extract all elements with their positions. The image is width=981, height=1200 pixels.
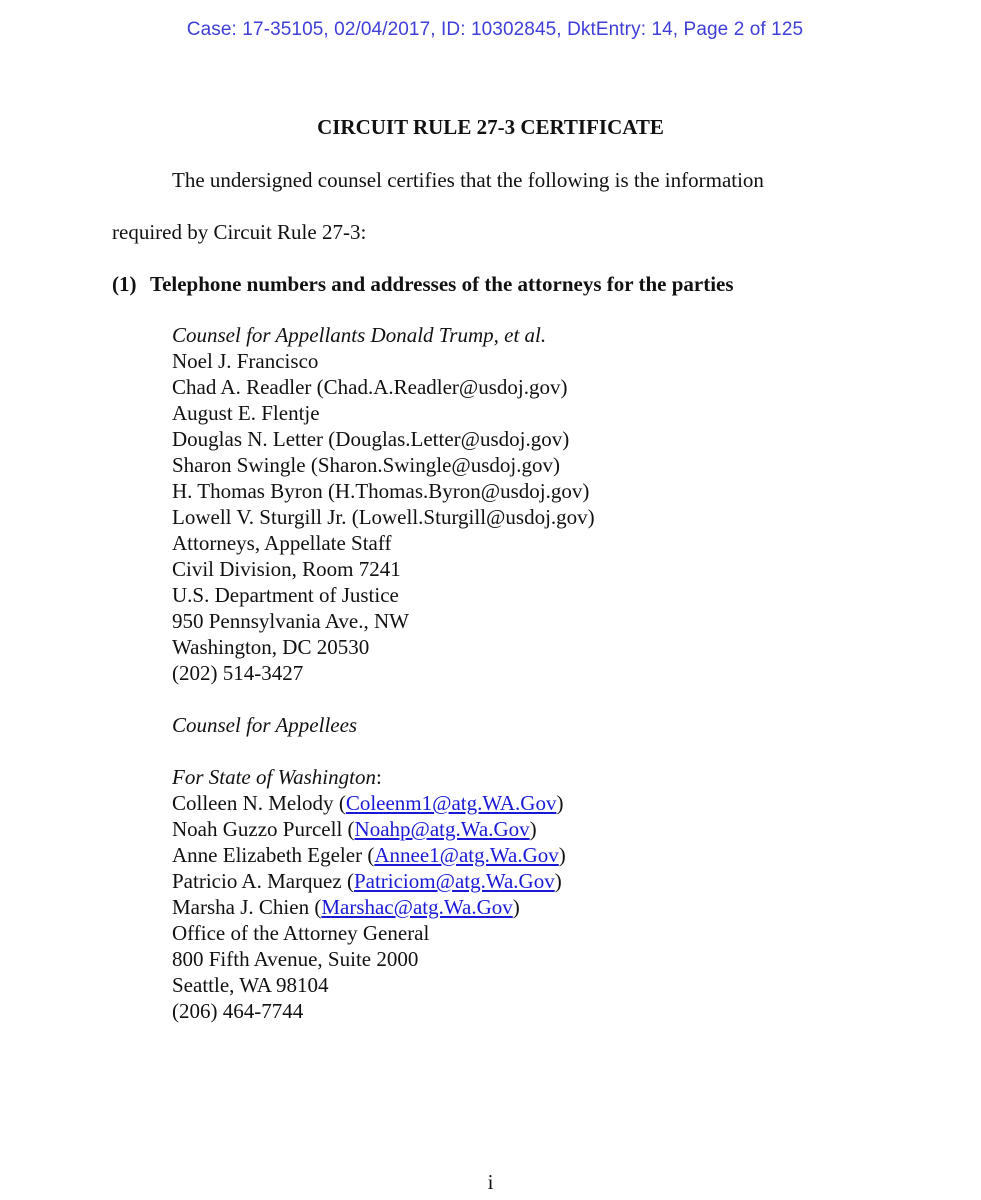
washington-attorney-line: Patricio A. Marquez (Patriciom@atg.Wa.Gov) (172, 869, 562, 893)
washington-label-colon: : (375, 765, 382, 789)
attorney-name: Marsha J. Chien (172, 895, 310, 919)
appellants-line: Attorneys, Appellate Staff (172, 531, 392, 555)
attorney-name: Noah Guzzo Purcell (172, 817, 343, 841)
appellants-line: August E. Flentje (172, 401, 320, 425)
appellees-counsel-block (172, 712, 357, 738)
washington-attorney-line: Marsha J. Chien (Marshac@atg.Wa.Gov) (172, 895, 520, 919)
appellants-line: 950 Pennsylvania Ave., NW (172, 609, 409, 633)
washington-address-line: Office of the Attorney General (172, 921, 430, 945)
washington-attorney-line: Noah Guzzo Purcell (Noahp@atg.Wa.Gov) (172, 817, 537, 841)
washington-counsel-block (172, 764, 566, 1024)
washington-address-line: 800 Fifth Avenue, Suite 2000 (172, 947, 419, 971)
appellants-counsel-block (172, 322, 595, 686)
attorney-name: Patricio A. Marquez (172, 869, 342, 893)
intro-line-2: required by Circuit Rule 27-3: (112, 220, 367, 244)
washington-attorney-line: Colleen N. Melody (Coleenm1@atg.WA.Gov) (172, 791, 564, 815)
attorney-name: Colleen N. Melody (172, 791, 334, 815)
appellants-line: (202) 514-3427 (172, 661, 304, 685)
appellants-line: H. Thomas Byron (H.Thomas.Byron@usdoj.gov) (172, 479, 590, 503)
section-1-heading (112, 272, 734, 297)
page-number: i (487, 1170, 494, 1194)
washington-address-line: Seattle, WA 98104 (172, 973, 329, 997)
docket-header: Case: 17-35105, 02/04/2017, ID: 10302845, DktEntry: 14, Page 2 of 125 (186, 19, 804, 40)
appellants-line: Washington, DC 20530 (172, 635, 370, 659)
intro-line-1: The undersigned counsel certifies that the following is the information (172, 168, 764, 192)
appellants-line: Douglas N. Letter (Douglas.Letter@usdoj.gov) (172, 427, 570, 451)
appellants-line: Lowell V. Sturgill Jr. (Lowell.Sturgill@usdoj.gov) (172, 505, 595, 529)
attorney-name: Anne Elizabeth Egeler (172, 843, 363, 867)
appellants-line: Noel J. Francisco (172, 349, 319, 373)
appellants-line: Sharon Swingle (Sharon.Swingle@usdoj.gov) (172, 453, 560, 477)
appellants-line: Chad A. Readler (Chad.A.Readler@usdoj.gov) (172, 375, 568, 399)
washington-attorney-line: Anne Elizabeth Egeler (Annee1@atg.Wa.Gov) (172, 843, 566, 867)
appellants-label: Counsel for Appellants Donald Trump, et al. (172, 323, 547, 347)
section-1-number: (1) (112, 272, 137, 296)
appellants-line: U.S. Department of Justice (172, 583, 399, 607)
appellants-line: Civil Division, Room 7241 (172, 557, 401, 581)
washington-label-line (172, 764, 566, 790)
washington-address-line: (206) 464-7744 (172, 999, 304, 1023)
washington-label: For State of Washington (172, 765, 376, 789)
attorney-email-link[interactable]: Annee1@atg.Wa.Gov (374, 843, 559, 867)
section-1-title: Telephone numbers and addresses of the attorneys for the parties (150, 272, 734, 296)
attorney-email-link[interactable]: Patriciom@atg.Wa.Gov (353, 869, 555, 893)
attorney-email-link[interactable]: Marshac@atg.Wa.Gov (321, 895, 513, 919)
document-title: CIRCUIT RULE 27-3 CERTIFICATE (317, 115, 664, 139)
appellees-label: Counsel for Appellees (172, 713, 358, 737)
attorney-email-link[interactable]: Noahp@atg.Wa.Gov (354, 817, 530, 841)
attorney-email-link[interactable]: Coleenm1@atg.WA.Gov (345, 791, 557, 815)
